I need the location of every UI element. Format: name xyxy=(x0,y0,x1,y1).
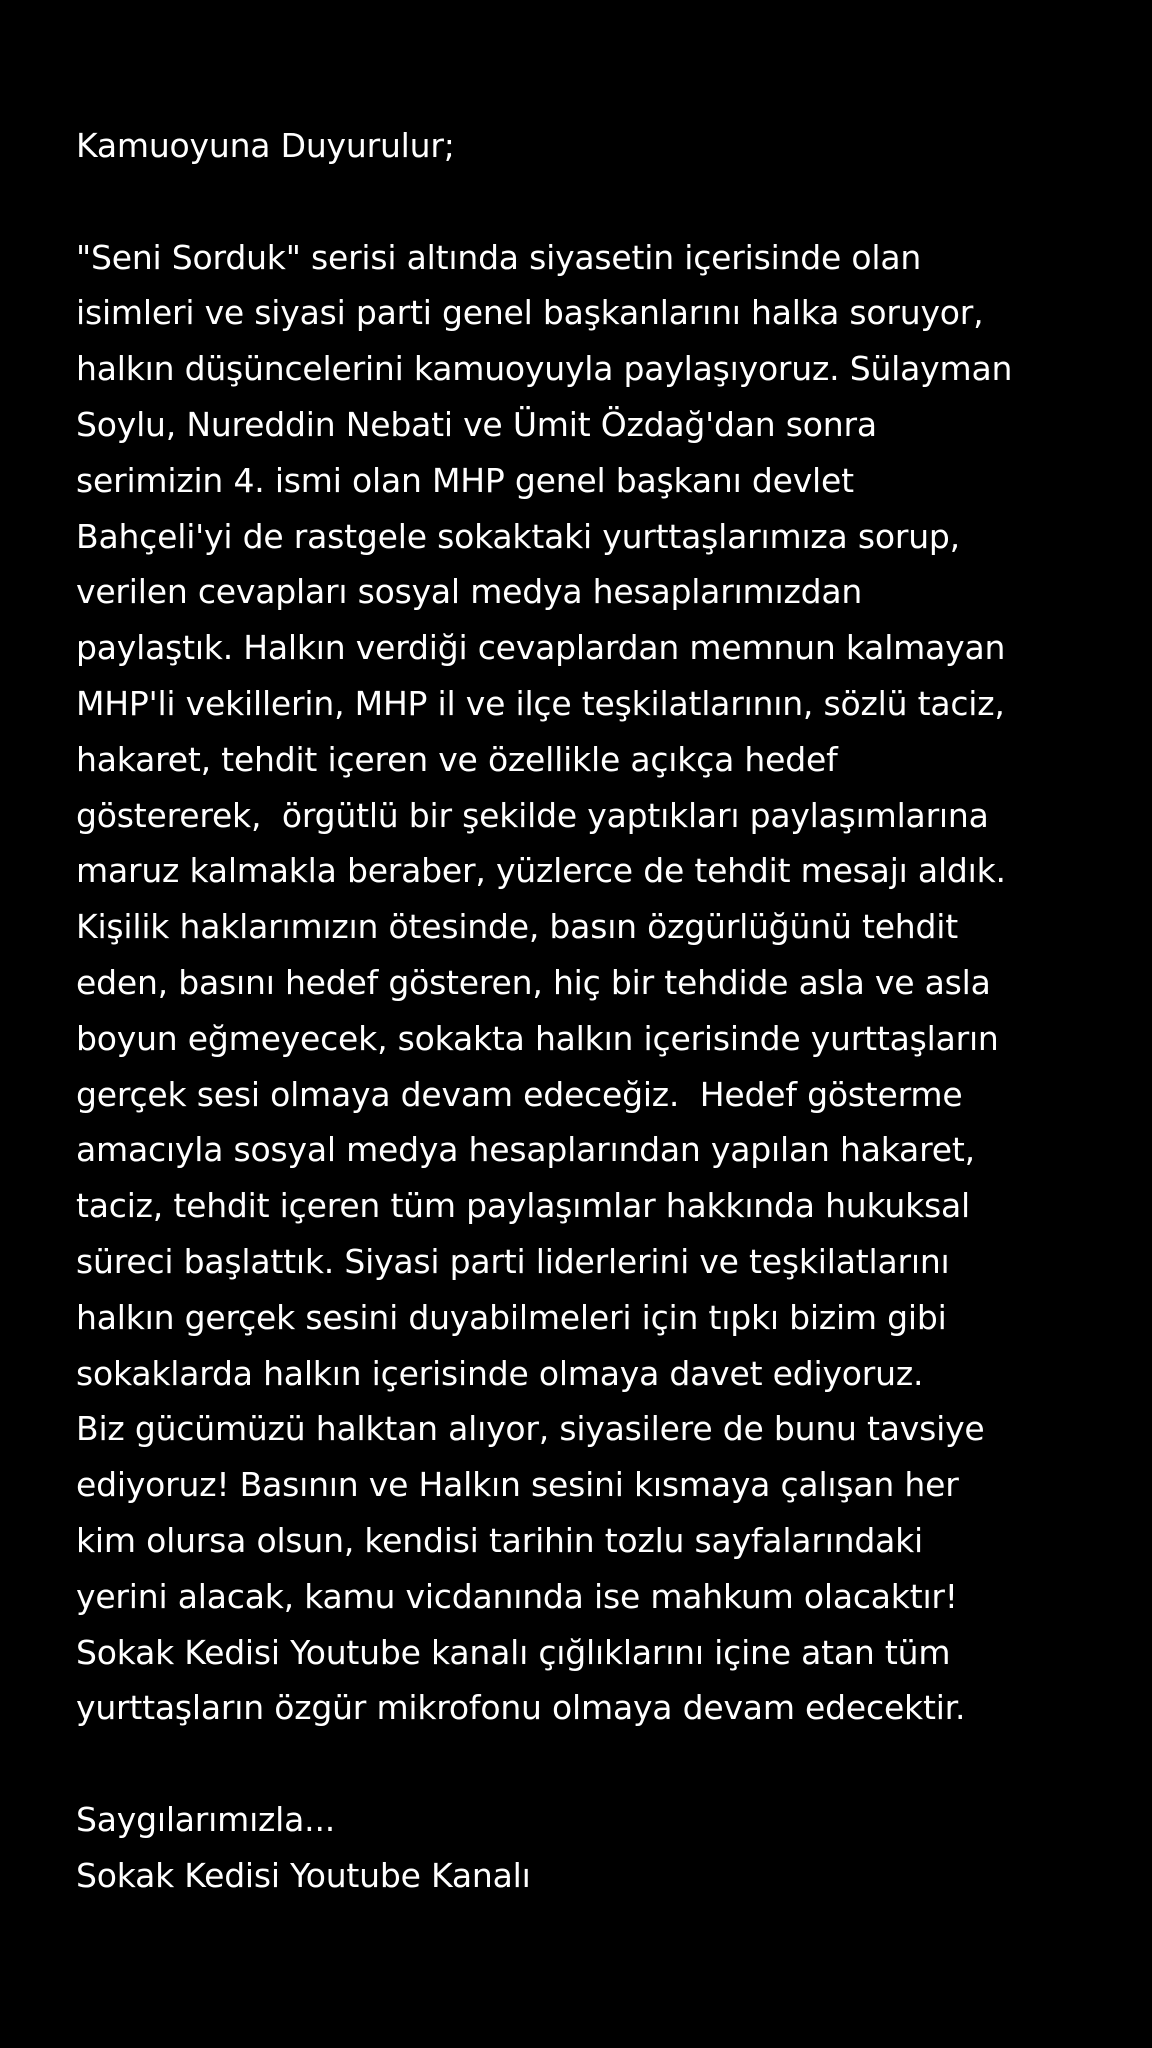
closing-text: Saygılarımızla... xyxy=(76,1799,336,1839)
body-line: Soylu, Nureddin Nebati ve Ümit Özdağ'dan sonra xyxy=(76,404,877,444)
body-line: Biz gücümüzü halktan alıyor, siyasilere de bunu tavsiye xyxy=(76,1409,985,1449)
announcement-body xyxy=(76,230,1116,1737)
paragraph-gap xyxy=(76,174,1116,230)
body-line: isimleri ve siyasi parti genel başkanlarını halka soruyor, xyxy=(76,293,984,333)
body-line: Kişilik haklarımızın ötesinde, basın özgürlüğünü tehdit xyxy=(76,907,958,947)
body-line: taciz, tehdit içeren tüm paylaşımlar hakkında hukuksal xyxy=(76,1186,971,1226)
body-line: göstererek, örgütlü bir şekilde yaptıkları paylaşımlarına xyxy=(76,795,989,835)
body-line: süreci başlattık. Siyasi parti liderlerini ve teşkilatlarını xyxy=(76,1241,950,1281)
body-line: verilen cevapları sosyal medya hesaplarımızdan xyxy=(76,572,863,612)
body-line: yerini alacak, kamu vicdanında ise mahkum olacaktır! xyxy=(76,1576,958,1616)
body-line: Sokak Kedisi Youtube kanalı çığlıklarını içine atan tüm xyxy=(76,1632,951,1672)
body-line: yurttaşların özgür mikrofonu olmaya devam edecektir. xyxy=(76,1688,966,1728)
body-line: gerçek sesi olmaya devam edeceğiz. Hedef gösterme xyxy=(76,1074,963,1114)
body-line: hakaret, tehdit içeren ve özellikle açıkça hedef xyxy=(76,739,838,779)
body-line: halkın düşüncelerini kamuoyuyla paylaşıyoruz. Sülayman xyxy=(76,349,1013,389)
announcement-header: Kamuoyuna Duyurulur; xyxy=(76,126,455,165)
announcement-document xyxy=(76,118,1116,1904)
signature-text: Sokak Kedisi Youtube Kanalı xyxy=(76,1855,531,1895)
body-line: halkın gerçek sesini duyabilmeleri için tıpkı bizim gibi xyxy=(76,1297,947,1337)
body-line: maruz kalmakla beraber, yüzlerce de tehdit mesajı aldık. xyxy=(76,851,1006,891)
body-line: serimizin 4. ismi olan MHP genel başkanı devlet xyxy=(76,460,854,500)
body-line: ediyoruz! Basının ve Halkın sesini kısmaya çalışan her xyxy=(76,1465,959,1505)
body-line: "Seni Sorduk" serisi altında siyasetin içerisinde olan xyxy=(76,237,922,277)
body-line: amacıyla sosyal medya hesaplarından yapılan hakaret, xyxy=(76,1130,975,1170)
body-line: paylaştık. Halkın verdiği cevaplardan memnun kalmayan xyxy=(76,628,1006,668)
body-line: Bahçeli'yi de rastgele sokaktaki yurttaşlarımıza sorup, xyxy=(76,516,960,556)
paragraph-gap xyxy=(76,1736,1116,1792)
body-line: eden, basını hedef gösteren, hiç bir tehdide asla ve asla xyxy=(76,962,991,1002)
body-line: boyun eğmeyecek, sokakta halkın içerisinde yurttaşların xyxy=(76,1018,999,1058)
body-line: MHP'li vekillerin, MHP il ve ilçe teşkilatlarının, sözlü taciz, xyxy=(76,683,1005,723)
body-line: sokaklarda halkın içerisinde olmaya davet ediyoruz. xyxy=(76,1353,924,1393)
body-line: kim olursa olsun, kendisi tarihin tozlu sayfalarındaki xyxy=(76,1520,924,1560)
